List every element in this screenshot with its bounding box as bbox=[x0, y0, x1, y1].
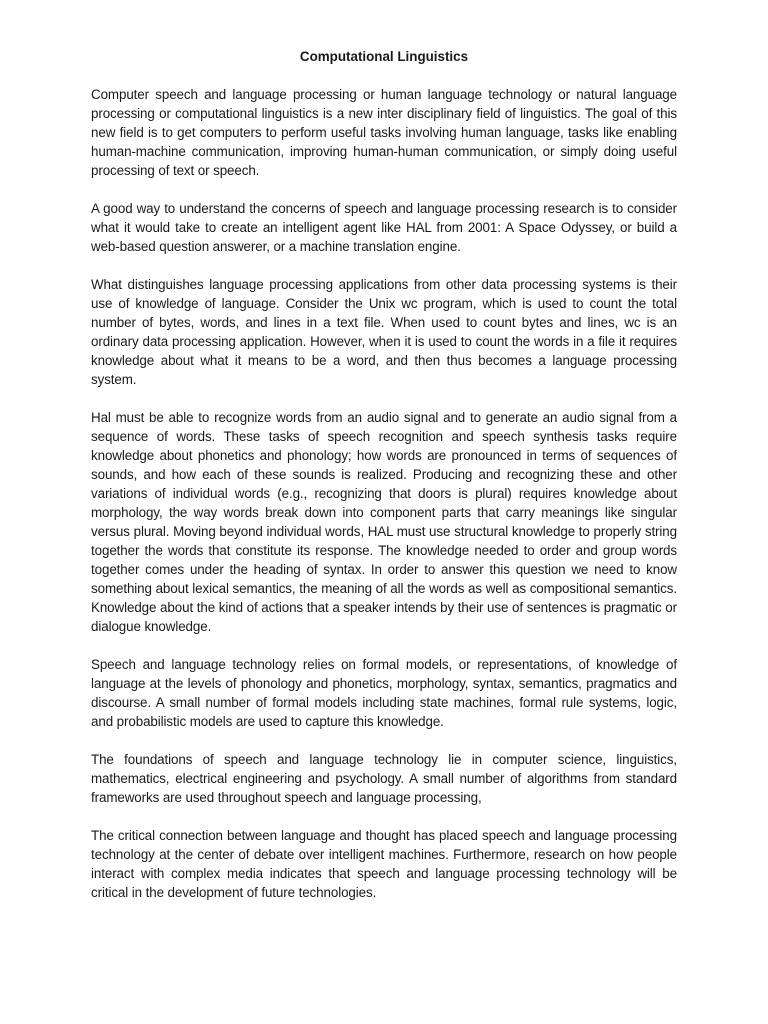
paragraph-7: The critical connection between language and thought has placed speech and language processing technology at the center of debate over intelligent machines. Furthermore, research on how people interact with complex media indicates that speech and language processing technology will be critical in the development of future technologies. bbox=[91, 828, 677, 900]
paragraph-2: A good way to understand the concerns of speech and language processing research is to consider what it would take to create an intelligent agent like HAL from 2001: A Space Odyssey, or build a web-based question answerer, or a machine translation engine. bbox=[91, 201, 677, 254]
document-title: Computational Linguistics bbox=[299, 49, 469, 64]
paragraph-1: Computer speech and language processing or human language technology or natural language processing or computational linguistics is a new inter disciplinary field of linguistics. The goal of this new field is to get computers to perform useful tasks involving human language, tasks like enabling human-machine communication, improving human-human communication, or simply doing useful processing of text or speech. bbox=[91, 87, 677, 178]
paragraph-5: Speech and language technology relies on formal models, or representations, of knowledge of language at the levels of phonology and phonetics, morphology, syntax, semantics, pragmatics and discourse. A small number of formal models including state machines, formal rule systems, logic, and probabilistic models are used to capture this knowledge. bbox=[91, 657, 677, 729]
paragraph-6: The foundations of speech and language technology lie in computer science, linguistics, mathematics, electrical engineering and psychology. A small number of algorithms from standard frameworks are used throughout speech and language processing, bbox=[91, 752, 677, 805]
paragraph-3: What distinguishes language processing applications from other data processing systems is their use of knowledge of language. Consider the Unix wc program, which is used to count the total number of bytes, words, and lines in a text file. When used to count bytes and lines, wc is an ordinary data processing application. However, when it is used to count the words in a file it requires knowledge about what it means to be a word, and then thus becomes a language processing system. bbox=[91, 277, 677, 387]
paragraph-4: Hal must be able to recognize words from an audio signal and to generate an audio signal from a sequence of words. These tasks of speech recognition and speech synthesis tasks require knowledge about phonetics and phonology; how words are pronounced in terms of sequences of sounds, and how each of these sounds is realized. Producing and recognizing these and other variations of individual words (e.g., recognizing that doors is plural) requires knowledge about morphology, the way words break down into component parts that carry meanings like singular versus plural. Moving beyond individual words, HAL must use structural knowledge to properly string together the words that constitute its response. The knowledge needed to order and group words together comes under the heading of syntax. In order to answer this question we need to know something about lexical semantics, the meaning of all the words as well as compositional semantics. Knowledge about the kind of actions that a speaker intends by their use of sentences is pragmatic or dialogue knowledge. bbox=[91, 410, 677, 634]
